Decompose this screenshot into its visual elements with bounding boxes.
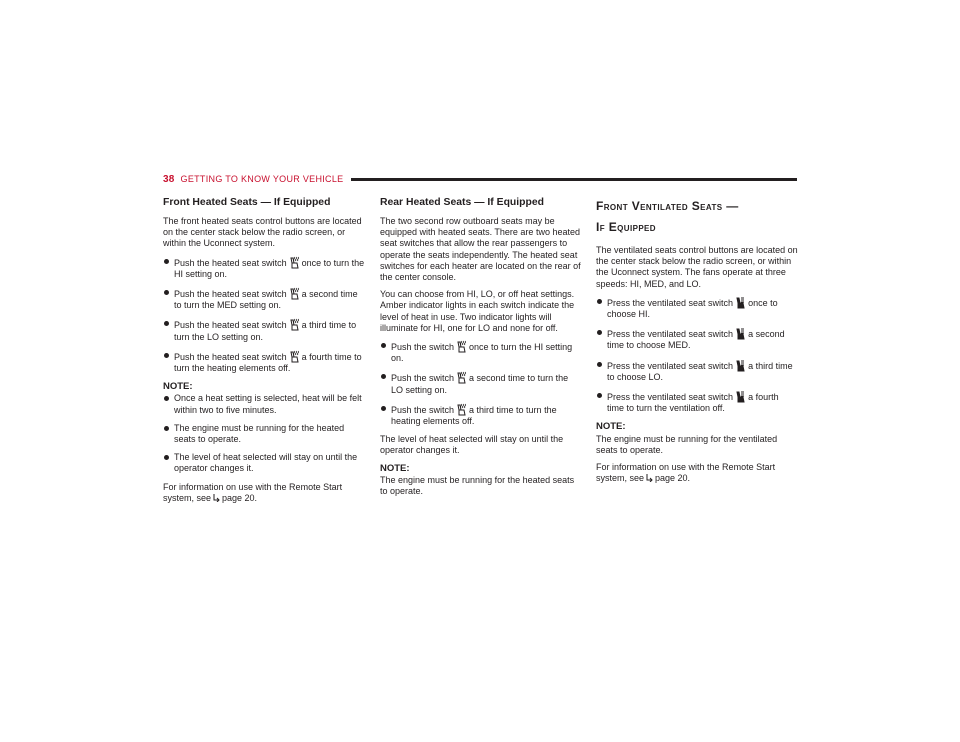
bullet-dot: [164, 290, 169, 295]
page-reference-link[interactable]: page 20.: [222, 492, 258, 503]
list-item: Push the switch a third time to turn the heating elements off.: [380, 403, 582, 427]
bullet-list: [163, 256, 365, 375]
bullet-dot: [597, 299, 602, 304]
heated-seat-icon: [289, 318, 300, 331]
section-title: Front Heated Seats — If Equipped: [163, 197, 331, 208]
note-list: [163, 393, 365, 474]
intro-paragraph: The front heated seats control buttons are located on the center stack below the radio screen, or within the Uconnect system.: [163, 216, 362, 249]
note-text: The engine must be running for the heated seats to operate.: [380, 474, 575, 497]
front-ventilated-seats-section: [596, 196, 798, 490]
list-item: Press the ventilated seat switch a second time to choose MED.: [596, 327, 798, 351]
bullet-dot: [164, 259, 169, 264]
intro-paragraph: The ventilated seats control buttons are located on the center stack below the radio screen, or within the Uconnect system. The fans operate at three speeds: HI, MED, and LO.: [596, 245, 798, 289]
list-item: Press the ventilated seat switch once to choose HI.: [596, 296, 798, 320]
outro-paragraph: For information on use with the Remote Start system, see page 20.: [596, 462, 776, 484]
section-title: Front Ventilated Seats — If Equipped: [596, 199, 739, 234]
page-reference-link[interactable]: page 20.: [655, 473, 691, 484]
outro-paragraph: For information on use with the Remote Start system, see page 20.: [163, 481, 343, 503]
bullet-dot: [164, 455, 169, 460]
heated-seat-icon: [289, 350, 300, 363]
list-item: Once a heat setting is selected, heat will be felt within two to five minutes.: [163, 393, 365, 415]
bullet-dot: [597, 330, 602, 335]
bullet-dot: [381, 343, 386, 348]
heated-seat-icon: [456, 403, 467, 416]
ventilated-seat-icon: [735, 327, 746, 340]
page-number: 38: [163, 173, 175, 185]
heated-seat-icon: [289, 256, 300, 269]
front-heated-seats-section: [163, 196, 365, 510]
bullet-dot: [164, 426, 169, 431]
note-label: NOTE:: [163, 381, 193, 393]
bullet-list: [380, 340, 582, 427]
list-item: Push the switch once to turn the HI setting on.: [380, 340, 582, 364]
page-header: [163, 172, 797, 186]
bullet-dot: [164, 353, 169, 358]
heated-seat-icon: [456, 340, 467, 353]
heated-seat-icon: [289, 287, 300, 300]
list-item: Press the ventilated seat switch a fourth time to turn the ventilation off.: [596, 390, 798, 414]
chapter-title: GETTING TO KNOW YOUR VEHICLE: [180, 174, 344, 184]
bullet-dot: [164, 321, 169, 326]
list-item: Press the ventilated seat switch a third time to choose LO.: [596, 359, 798, 383]
list-item: The level of heat selected will stay on until the operator changes it.: [163, 452, 365, 474]
heated-seat-icon: [456, 371, 467, 384]
settings-paragraph: You can choose from HI, LO, or off heat settings. Amber indicator lights in each switch indicate the level of heat in use. Two indicator lights will illuminate for HI, one for LO and none for off.: [380, 289, 575, 333]
ventilated-seat-icon: [735, 296, 746, 309]
level-paragraph: The level of heat selected will stay on until the operator changes it.: [380, 434, 564, 456]
page-reference-arrow-icon: [213, 493, 220, 504]
header-rule: [351, 178, 797, 181]
note-label: NOTE:: [596, 421, 626, 433]
list-item: The engine must be running for the heated seats to operate.: [163, 423, 365, 445]
ventilated-seat-icon: [735, 390, 746, 403]
intro-paragraph: The two second row outboard seats may be equipped with heated seats. There are two heated seat switches that allow the rear passengers to operate the seats independently. The heated seat switches for each heater are located on the rear of the center console.: [380, 216, 581, 283]
bullet-dot: [381, 406, 386, 411]
bullet-dot: [381, 374, 386, 379]
section-title: Rear Heated Seats — If Equipped: [380, 197, 544, 208]
rear-heated-seats-section: [380, 196, 582, 503]
list-item: Push the heated seat switch a third time to turn the LO setting on.: [163, 318, 365, 342]
list-item: Push the switch a second time to turn the LO setting on.: [380, 371, 582, 395]
ventilated-seat-icon: [735, 359, 746, 372]
page-reference-arrow-icon: [646, 473, 653, 484]
note-text: The engine must be running for the ventilated seats to operate.: [596, 433, 778, 455]
list-item: Push the heated seat switch a second time to turn the MED setting on.: [163, 287, 365, 311]
list-item: Push the heated seat switch a fourth time to turn the heating elements off.: [163, 350, 365, 374]
bullet-dot: [164, 396, 169, 401]
bullet-dot: [597, 362, 602, 367]
note-label: NOTE:: [380, 462, 410, 474]
list-item: Push the heated seat switch once to turn the HI setting on.: [163, 256, 365, 280]
bullet-dot: [597, 393, 602, 398]
bullet-list: [596, 296, 798, 415]
